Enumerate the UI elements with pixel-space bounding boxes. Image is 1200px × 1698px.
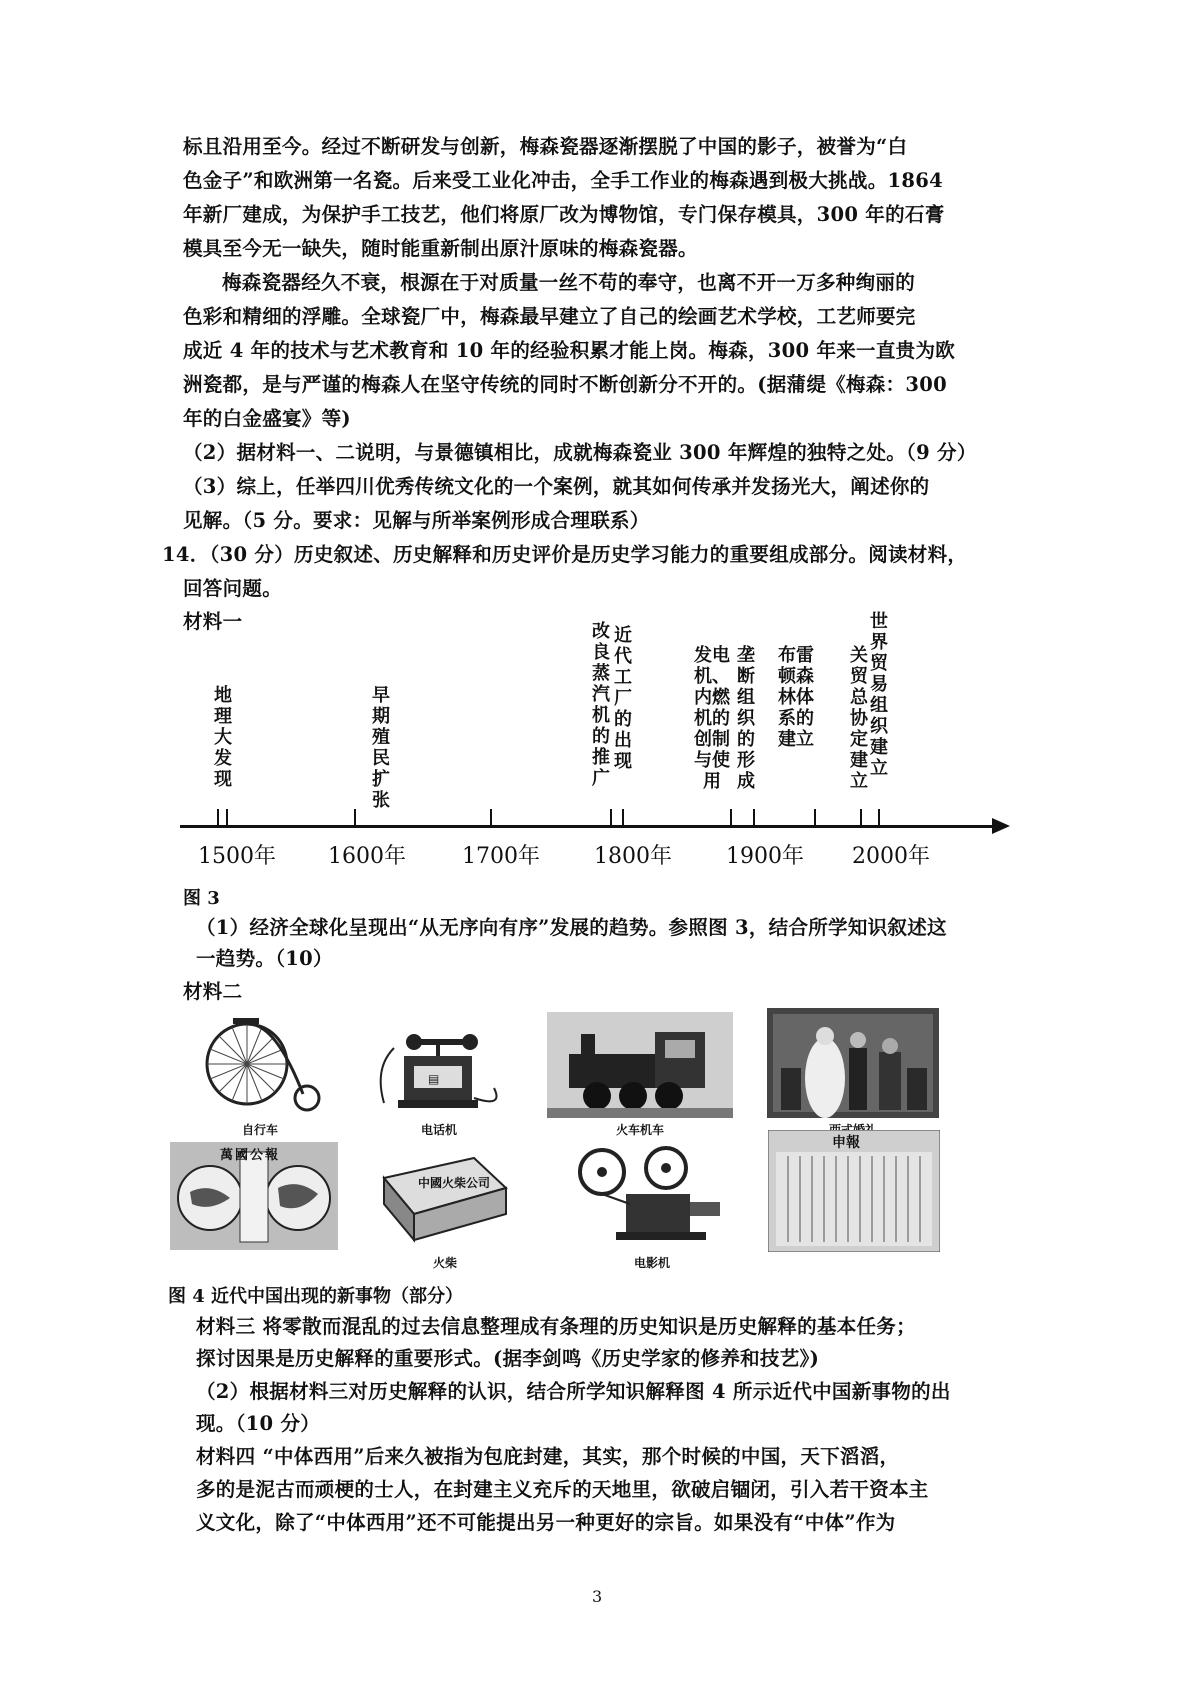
- tick: [354, 809, 356, 827]
- text-line: 洲瓷都，是与严谨的梅森人在坚守传统的同时不断创新分不开的。(据蒲缇《梅森：300: [183, 373, 947, 396]
- question-14: 14．（30 分）历史叙述、历史解释和历史评价是历史学习能力的重要组成部分。阅读材料，: [162, 543, 968, 566]
- tick: [226, 809, 228, 827]
- year-label: 1600年: [328, 844, 406, 869]
- wanguogongbao-image: [170, 1142, 338, 1250]
- image-caption: 电影机: [633, 1256, 670, 1270]
- telephone-image: [364, 1008, 514, 1118]
- text-line: 色彩和精细的浮雕。全球瓷厂中，梅森最早建立了自己的绘画艺术学校，工艺师要完: [183, 305, 916, 328]
- tick: [814, 809, 816, 827]
- text-line: 梅森瓷器经久不衰，根源在于对质量一丝不苟的奉守，也离不开一万多种绚丽的: [222, 271, 916, 294]
- year-label: 1500年: [198, 844, 276, 869]
- text-line: 成近 4 年的技术与艺术教育和 10 年的经验积累才能上岗。梅森，300 年来一直贵为欧: [183, 339, 956, 362]
- projector-icon: [566, 1142, 738, 1250]
- newspaper-title: 萬國公報: [220, 1148, 281, 1163]
- question-14-2: （2）根据材料三对历史解释的认识，结合所学知识解释图 4 所示近代中国新事物的出: [196, 1380, 951, 1403]
- figure-3-caption: 图 3: [183, 888, 220, 909]
- wedding-image: [767, 1008, 939, 1118]
- image-caption: 自行车: [241, 1123, 278, 1137]
- question-3: （3）综上，任举四川优秀传统文化的一个案例，就其如何传承并发扬光大，阐述你的: [183, 475, 930, 498]
- tick: [730, 809, 732, 827]
- figure-4-caption: 图 4 近代中国出现的新事物（部分）: [168, 1286, 464, 1307]
- event-label: 早期殖民扩张: [372, 685, 390, 811]
- event-label: 近代工厂的出现: [614, 625, 632, 772]
- year-label: 1900年: [726, 844, 804, 869]
- tick: [753, 809, 755, 827]
- event-label: 地理大发现: [214, 685, 232, 790]
- tick: [860, 809, 862, 827]
- text-line: 年的白金盛宴》等): [183, 407, 351, 430]
- year-label: 1700年: [462, 844, 540, 869]
- image-caption: 火柴: [432, 1256, 457, 1270]
- image-caption: 电话机: [420, 1123, 457, 1137]
- matchbox-label: 中國火柴公司: [418, 1176, 491, 1190]
- wedding-photo-icon: [767, 1008, 939, 1118]
- material-2-heading: 材料二: [183, 980, 243, 1003]
- event-label: 世界贸易组织建立: [870, 611, 888, 779]
- text-line: 一趋势。（10）: [196, 947, 333, 970]
- event-label: 关贸总协定建立: [850, 645, 868, 792]
- shenbao-title: 申報: [832, 1135, 860, 1151]
- question-14-1: （1）经济全球化呈现出“从无序向有序”发展的趋势。参照图 3，结合所学知识叙述这: [196, 916, 947, 939]
- telephone-icon: [364, 1008, 514, 1118]
- year-label: 1800年: [594, 844, 672, 869]
- question-2: （2）据材料一、二说明，与景德镇相比，成就梅森瓷业 300 年辉煌的独特之处。（9 分）: [183, 441, 977, 464]
- locomotive-image: [547, 1012, 733, 1118]
- bicycle-image: [185, 1012, 335, 1118]
- text-line: 年新厂建成，为保护手工技艺，他们将原厂改为博物馆，专门保存模具，300 年的石膏: [183, 203, 945, 226]
- material-1-heading: 材料一: [183, 610, 243, 633]
- tick: [622, 809, 624, 827]
- axis-arrow-icon: [992, 818, 1010, 834]
- svg-text:▤: ▤: [428, 1072, 440, 1086]
- text-line: 见解。（5 分。要求：见解与所举案例形成合理联系）: [183, 509, 650, 532]
- tick: [610, 809, 612, 827]
- image-caption: 火车机车: [615, 1123, 664, 1137]
- projector-image: [566, 1142, 738, 1250]
- text-line: 标且沿用至今。经过不断研发与创新，梅森瓷器逐渐摆脱了中国的影子，被誉为“白: [183, 135, 908, 158]
- tick: [878, 809, 880, 827]
- text-line: 多的是泥古而顽梗的士人，在封建主义充斥的天地里，欲破启锢闭，引入若干资本主: [196, 1478, 929, 1501]
- event-label: 发电机、内燃机的创制与使用: [694, 645, 730, 792]
- text-line: 探讨因果是历史解释的重要形式。(据李剑鸣《历史学家的修养和技艺》): [196, 1347, 820, 1370]
- text-line: 现。（10 分）: [196, 1412, 321, 1435]
- bicycle-icon: [185, 1012, 335, 1118]
- event-label: 垄断组织的形成: [737, 645, 755, 792]
- text-line: 色金子”和欧洲第一名瓷。后来受工业化冲击，全手工作业的梅森遇到极大挑战。1864: [183, 169, 943, 192]
- locomotive-icon: [547, 1012, 733, 1118]
- matchbox-icon: [374, 1148, 516, 1244]
- event-label: 布雷顿森林体系的建立: [778, 645, 814, 750]
- text-line: 模具至今无一缺失，随时能重新制出原汁原味的梅森瓷器。: [183, 237, 698, 260]
- page-number: 3: [592, 1587, 603, 1606]
- tick: [217, 809, 219, 827]
- event-label: 改良蒸汽机的推广: [592, 621, 610, 789]
- matchbox-image: [374, 1148, 516, 1244]
- shenbao-image: [768, 1130, 940, 1252]
- text-line: 义文化，除了“中体西用”还不可能提出另一种更好的宗旨。如果没有“中体”作为: [196, 1511, 896, 1534]
- tick: [490, 809, 492, 827]
- timeline-axis: [180, 825, 1000, 828]
- year-label: 2000年: [852, 844, 930, 869]
- material-4: 材料四 “中体西用”后来久被指为包庇封建，其实，那个时候的中国，天下滔滔，: [196, 1445, 900, 1468]
- text-line: 回答问题。: [183, 577, 283, 600]
- material-3: 材料三 将零散而混乱的过去信息整理成有条理的历史知识是历史解释的基本任务；: [196, 1315, 916, 1338]
